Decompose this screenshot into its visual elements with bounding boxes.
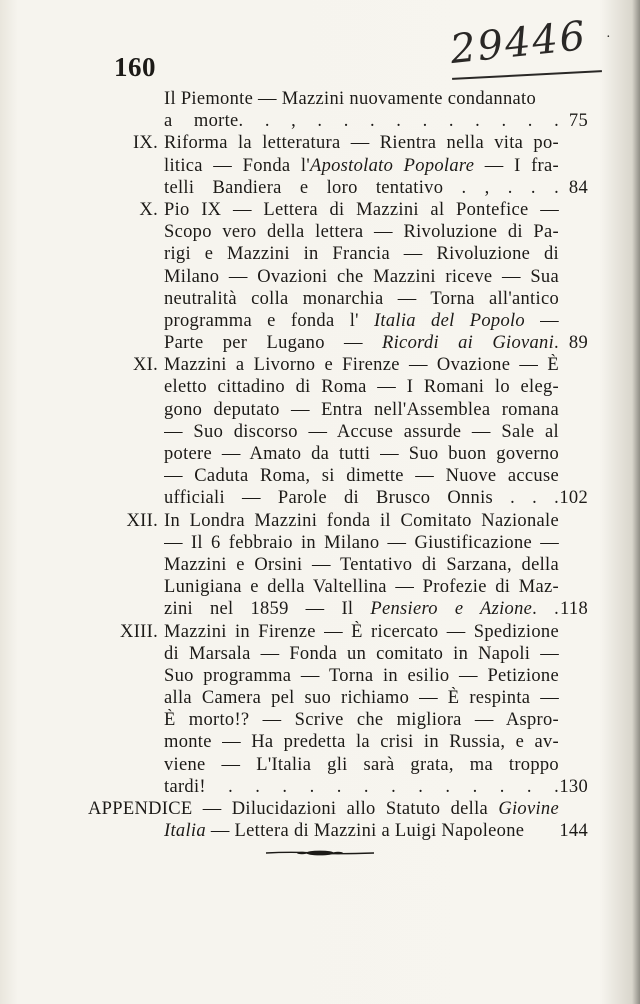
chapter-summary: [164, 132, 559, 199]
summary-line: — Caduta Roma, si dimette — Nuove accuse: [164, 466, 559, 487]
summary-line: Italia — Lettera di Mazzini a Luigi Napoleone: [164, 821, 525, 842]
summary-line: Mazzini a Livorno e Firenze — Ovazione — È: [164, 355, 559, 376]
toc-entry-xii: [88, 510, 588, 621]
corner-mark: ·: [606, 30, 611, 45]
summary-line: Parte per Lugano — Ricordi ai Giovani.: [164, 333, 559, 354]
summary-line: — Il 6 febbraio in Milano — Giustificazione —: [164, 532, 559, 553]
chapter-summary: [164, 88, 559, 132]
summary-line: Riforma la letteratura — Rientra nella vita po-: [164, 133, 559, 154]
decorative-rule-ornament: [264, 849, 376, 857]
inventory-underline: [452, 70, 602, 80]
summary-line: a morte. . , . . . . . . . . . .: [164, 111, 559, 132]
summary-line: viene — L'Italia gli sarà grata, ma troppo: [164, 754, 559, 775]
chapter-summary: [164, 199, 559, 354]
page-reference: 89: [568, 333, 588, 354]
summary-line: programma e fonda l' Italia del Popolo —: [164, 310, 559, 331]
handwritten-inventory-number: 29446: [447, 12, 590, 74]
toc-entry-xi: [88, 354, 588, 509]
summary-line: In Londra Mazzini fonda il Comitato Nazionale: [164, 510, 559, 531]
summary-line: litica — Fonda l'Apostolato Popolare — I fra-: [164, 155, 559, 176]
page-reference: 144: [559, 821, 588, 842]
toc-entry-x: [88, 199, 588, 354]
summary-line: Pio IX — Lettera di Mazzini al Pontefice —: [164, 199, 559, 220]
chapter-numeral: IX.: [132, 133, 158, 154]
toc-entry-xiii: [88, 621, 588, 799]
summary-line: zini nel 1859 — Il Pensiero e Azione. .: [164, 599, 559, 620]
summary-line: monte — Ha predetta la crisi in Russia, e av-: [164, 732, 559, 753]
summary-line: — Suo discorso — Accuse assurde — Sale al: [164, 421, 559, 442]
summary-line: ufficiali — Parole di Brusco Onnis . . .: [164, 488, 559, 509]
chapter-summary: [164, 510, 559, 621]
toc-entry-ix: [88, 132, 588, 199]
chapter-summary: [164, 354, 559, 509]
table-of-contents: [88, 88, 588, 842]
summary-line: tardi! . . . . . . . . . . . . .: [164, 776, 559, 797]
toc-entry-continuation: [88, 88, 588, 132]
summary-line: di Marsala — Fonda un comitato in Napoli —: [164, 643, 559, 664]
summary-line: Il Piemonte — Mazzini nuovamente condannato: [164, 89, 537, 109]
summary-line: telli Bandiera e loro tentativo . , . . .: [164, 177, 559, 198]
page-number: 160: [114, 52, 156, 82]
summary-line: Suo programma — Torna in esilio — Petizione: [164, 665, 559, 686]
page-reference: 102: [559, 488, 588, 509]
page-reference: 118: [560, 599, 588, 620]
chapter-numeral: XI.: [132, 355, 158, 376]
chapter-numeral: XII.: [126, 510, 158, 531]
chapter-summary: [164, 621, 559, 799]
summary-line: È morto!? — Scrive che migliora — Aspro-: [164, 710, 559, 731]
summary-line: gono deputato — Entra nell'Assemblea romana: [164, 399, 559, 420]
summary-line: alla Camera pel suo richiamo — È respinta —: [164, 688, 559, 709]
toc-entry-appendice: [88, 798, 588, 842]
summary-line: rigi e Mazzini in Francia — Rivoluzione di: [164, 244, 559, 265]
summary-line: Mazzini in Firenze — È ricercato — Spedizione: [164, 621, 559, 642]
summary-line: neutralità colla monarchia — Torna all'antico: [164, 288, 559, 309]
page-reference: 84: [568, 177, 588, 198]
summary-line: eletto cittadino di Roma — I Romani lo eleg-: [164, 377, 559, 398]
summary-line: Milano — Ovazioni che Mazzini riceve — Sua: [164, 266, 559, 287]
summary-line: APPENDICE — Dilucidazioni allo Statuto della Giovine: [88, 799, 559, 819]
page-reference: 130: [559, 776, 588, 797]
chapter-summary: [88, 798, 559, 842]
chapter-numeral: X.: [139, 199, 158, 220]
page-reference: 75: [568, 111, 588, 132]
summary-line: Scopo vero della lettera — Rivoluzione di Pa-: [164, 222, 559, 243]
chapter-numeral: XIII.: [120, 621, 158, 642]
summary-line: Mazzini e Orsini — Tentativo di Sarzana, della: [164, 554, 559, 575]
summary-line: potere — Amato da tutti — Suo buon governo: [164, 444, 559, 464]
summary-line: Lunigiana e della Valtellina — Profezie di Maz-: [164, 577, 559, 598]
